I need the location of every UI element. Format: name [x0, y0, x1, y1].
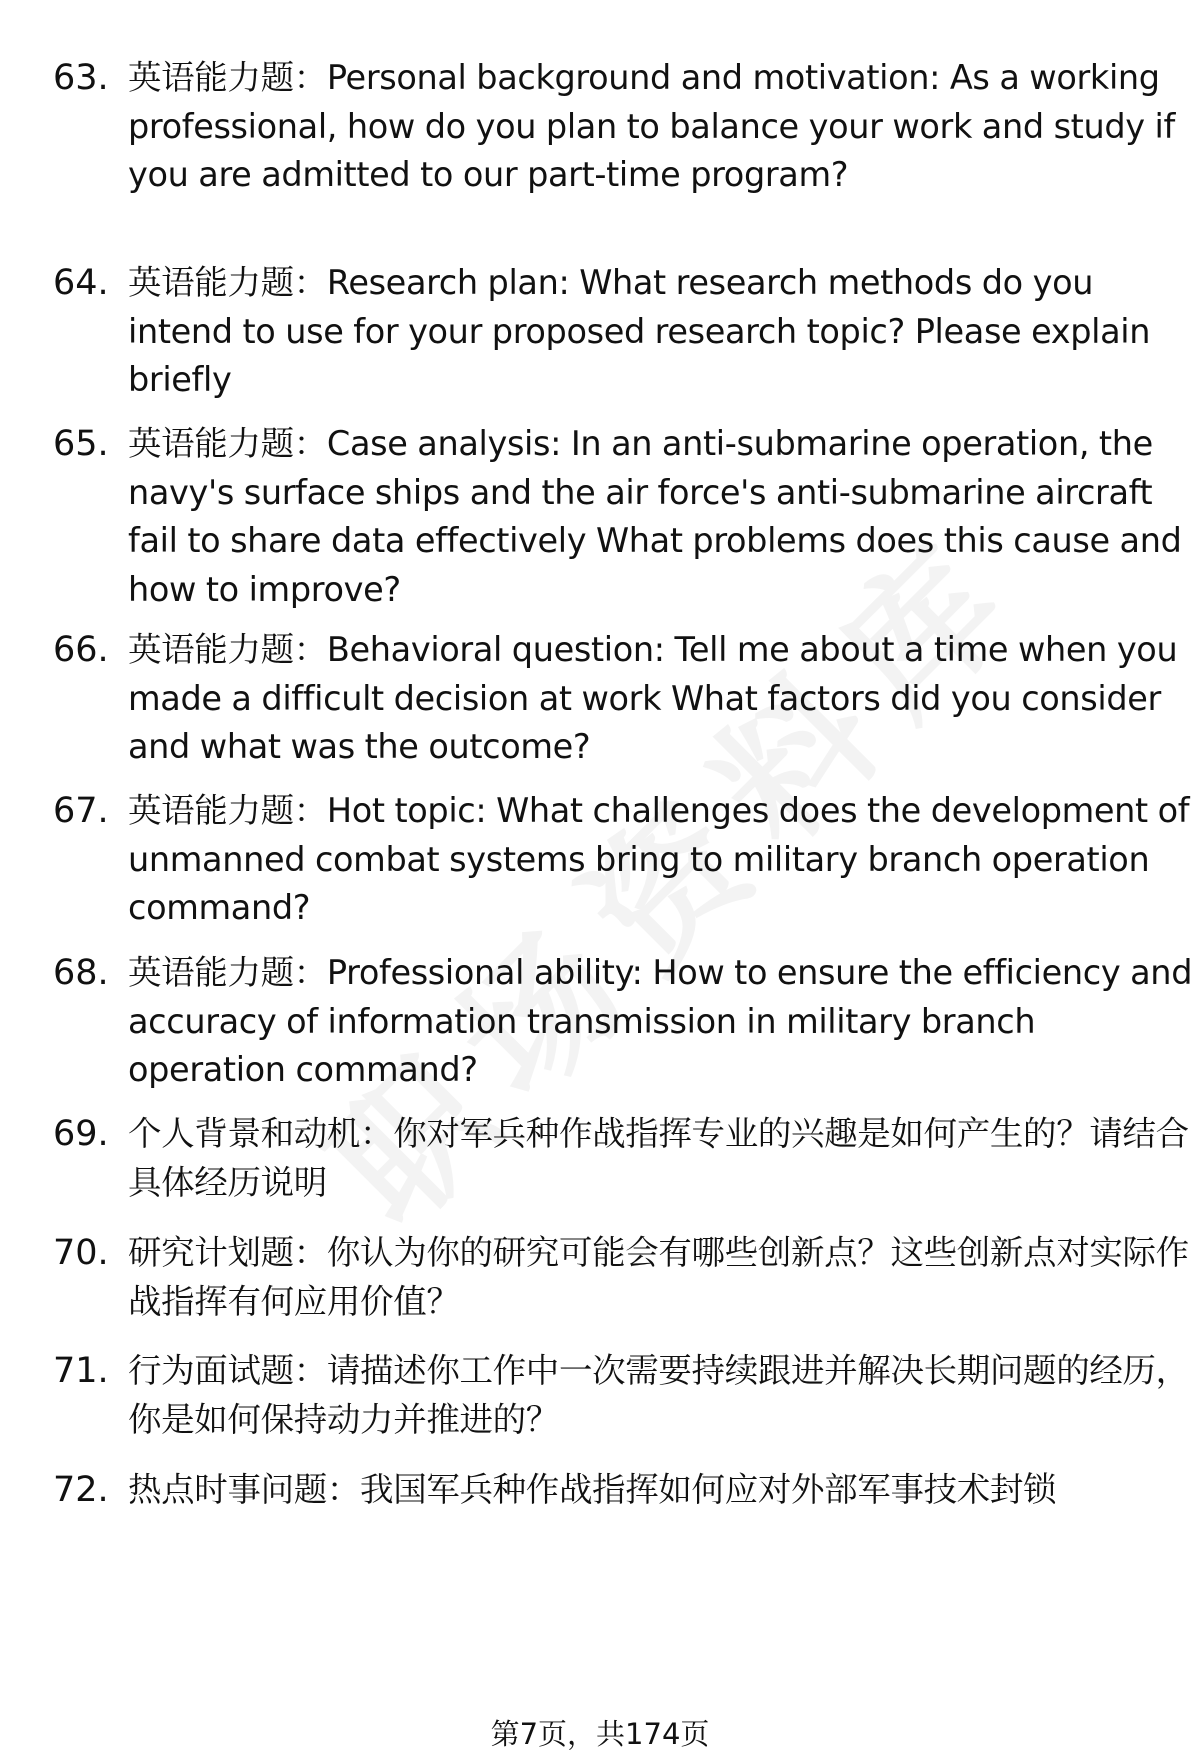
page-footer: 第7页，共174页 [490, 1717, 710, 1751]
question-text: 个人背景和动机：你对军兵种作战指挥专业的兴趣是如何产生的？请结合具体经历说明 [128, 1114, 1189, 1202]
question-number: 64. [53, 263, 109, 303]
question-number: 71. [53, 1351, 109, 1391]
question-text: 英语能力题：Research plan: What research methods do you intend to use for your proposed research topic? Please explain briefly [128, 263, 1151, 399]
question-text: 英语能力题：Case analysis: In an anti-submarine operation, the navy's surface ships and the air force's anti-submarine aircraft fail to share data effectively What problems does this cause and how to improve? [128, 424, 1182, 609]
question-text: 英语能力题：Professional ability: How to ensure the efficiency and accuracy of information transmission in military branch operation command? [128, 953, 1193, 1089]
question-text: 研究计划题：你认为你的研究可能会有哪些创新点？这些创新点对实际作战指挥有何应用价值？ [128, 1233, 1189, 1321]
question-number: 67. [53, 791, 109, 831]
question-number: 70. [53, 1233, 109, 1273]
question-number: 72. [53, 1470, 109, 1510]
question-number: 65. [53, 424, 109, 464]
question-text: 英语能力题：Hot topic: What challenges does the development of unmanned combat systems bring to military branch operation command? [128, 791, 1190, 927]
question-text: 热点时事问题：我国军兵种作战指挥如何应对外部军事技术封锁 [128, 1470, 1057, 1509]
question-number: 63. [53, 58, 109, 98]
question-text: 行为面试题：请描述你工作中一次需要持续跟进并解决长期问题的经历，你是如何保持动力并推进的？ [128, 1351, 1189, 1439]
question-number: 69. [53, 1114, 109, 1154]
question-text: 英语能力题：Personal background and motivation: As a working professional, how do you plan to balance your work and study if you are admitted to our part-time program? [128, 58, 1175, 194]
question-number: 68. [53, 953, 109, 993]
question-text: 英语能力题：Behavioral question: Tell me about a time when you made a difficult decision at work What factors did you consider and what was the outcome? [128, 630, 1178, 766]
question-number: 66. [53, 630, 109, 670]
